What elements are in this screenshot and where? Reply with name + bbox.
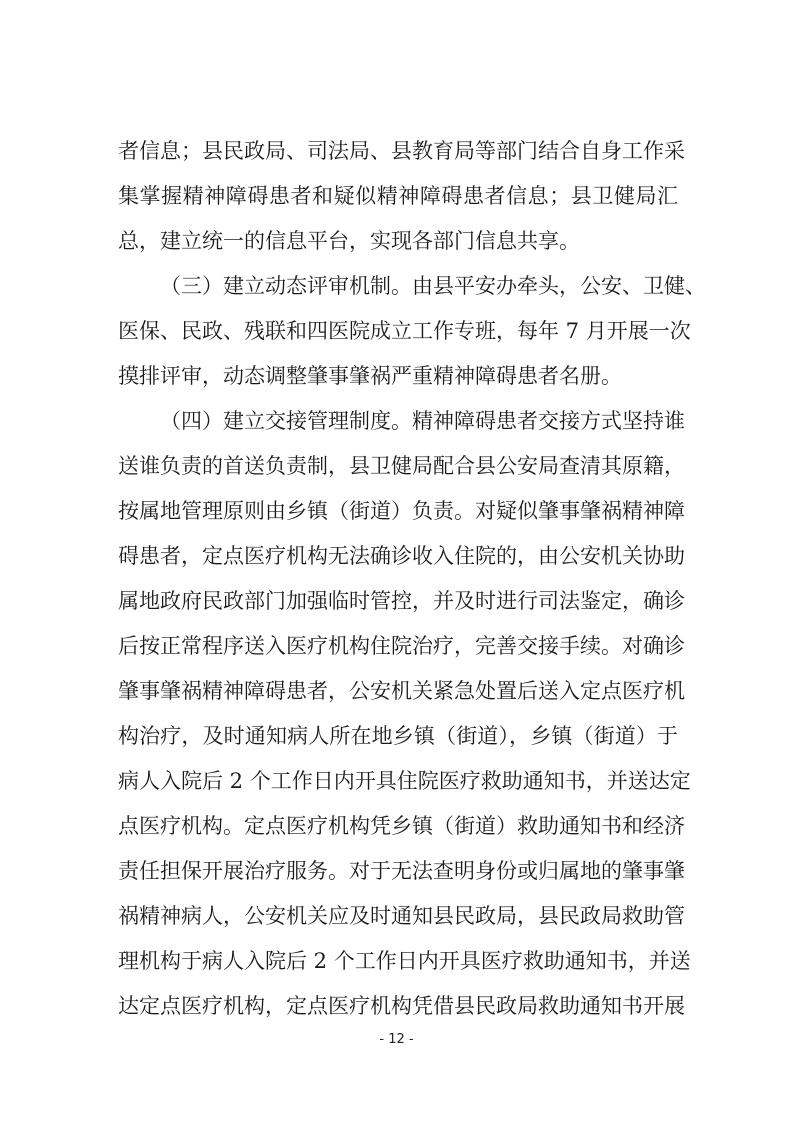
text-line: 摸排评审，动态调整肇事肇祸严重精神障碍患者名册。 [118, 364, 622, 388]
text-line: 理机构于病人入院后 2 个工作日内开具医疗救助通知书，并送 [118, 949, 691, 973]
text-line: 医保、民政、残联和四医院成立工作专班，每年 7 月开展一次 [118, 319, 691, 343]
text-line: 构治疗，及时通知病人所在地乡镇（街道），乡镇（街道）于 [118, 724, 678, 748]
section-heading-line: （四）建立交接管理制度。精神障碍患者交接方式坚持谁 [160, 409, 685, 433]
page-number: - 12 - [379, 1032, 414, 1047]
text-line: 属地政府民政部门加强临时管控，并及时进行司法鉴定，确诊 [118, 589, 685, 613]
text-line: 总，建立统一的信息平台，实现各部门信息共享。 [118, 229, 580, 253]
text-line: 达定点医疗机构，定点医疗机构凭借县民政局救助通知书开展 [118, 994, 685, 1018]
text-line: 碍患者，定点医疗机构无法确诊收入住院的，由公安机关协助 [118, 544, 685, 568]
text-line: 后按正常程序送入医疗机构住院治疗，完善交接手续。对确诊 [118, 634, 685, 658]
text-line: 送谁负责的首送负责制，县卫健局配合县公安局查清其原籍， [118, 454, 685, 478]
text-line: 点医疗机构。定点医疗机构凭乡镇（街道）救助通知书和经济 [118, 814, 685, 838]
section-heading-line: （三）建立动态评审机制。由县平安办牵头，公安、卫健、 [160, 274, 706, 298]
text-line: 集掌握精神障碍患者和疑似精神障碍患者信息；县卫健局汇 [118, 184, 678, 208]
text-line: 肇事肇祸精神障碍患者，公安机关紧急处置后送入定点医疗机 [118, 679, 685, 703]
text-line: 按属地管理原则由乡镇（街道）负责。对疑似肇事肇祸精神障 [118, 499, 685, 523]
text-line: 者信息；县民政局、司法局、县教育局等部门结合自身工作采 [118, 139, 685, 163]
text-line: 病人入院后 2 个工作日内开具住院医疗救助通知书，并送达定 [118, 769, 691, 793]
text-line: 责任担保开展治疗服务。对于无法查明身份或归属地的肇事肇 [118, 859, 685, 883]
text-line: 祸精神病人，公安机关应及时通知县民政局，县民政局救助管 [118, 904, 685, 928]
